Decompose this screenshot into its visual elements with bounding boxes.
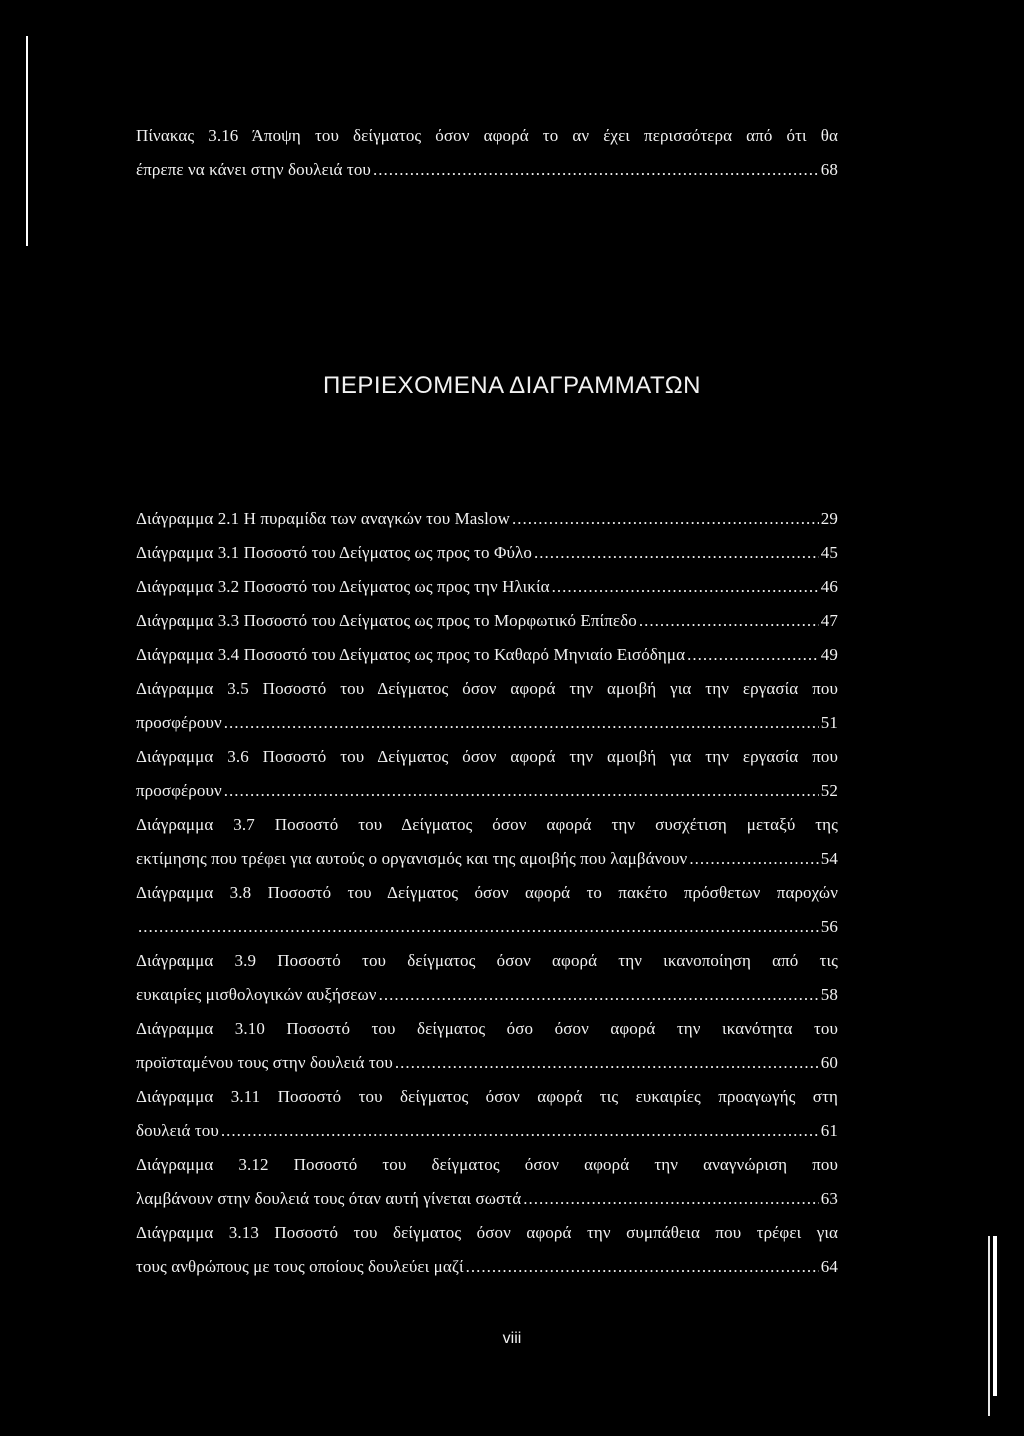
dot-leader (523, 1182, 819, 1216)
toc-entry-leader-row (136, 153, 838, 187)
toc-entry-table-3-16[interactable] (136, 119, 838, 187)
toc-entry-leader-row (136, 570, 838, 604)
toc-entry-line: Διάγραμμα 3.10 Ποσοστό του δείγματος όσο όσον αφορά την ικανότητα του (136, 1019, 838, 1038)
section-heading: ΠΕΡΙΕΧΟΜΕΝΑ ΔΙΑΓΡΑΜΜΑΤΩΝ (323, 372, 701, 399)
toc-entry-diagram[interactable] (136, 1080, 838, 1148)
toc-entry-diagram[interactable] (136, 570, 838, 604)
dot-leader (379, 978, 819, 1012)
dot-leader (512, 502, 819, 536)
toc-entry-page-number: 52 (820, 781, 838, 800)
toc-entry-text: έπρεπε να κάνει στην δουλειά του (136, 160, 371, 179)
toc-entry-diagram[interactable] (136, 1148, 838, 1216)
toc-entry-line: Πίνακας 3.16 Άποψη του δείγματος όσον αφορά το αν έχει περισσότερα από ότι θα (136, 126, 838, 145)
toc-entry-page-number: 60 (820, 1053, 838, 1072)
toc-entry-page-number: 56 (820, 917, 838, 936)
toc-entry-page-number: 49 (820, 645, 838, 664)
toc-entry-page-number: 45 (820, 543, 838, 562)
toc-entry-diagram[interactable] (136, 740, 838, 808)
dot-leader (639, 604, 819, 638)
toc-entry-line: Διάγραμμα 3.9 Ποσοστό του δείγματος όσον αφορά την ικανοποίηση από τις (136, 951, 838, 970)
scan-edge-line-left (26, 36, 28, 246)
toc-entry-leader-row (136, 842, 838, 876)
toc-entry-page-number: 51 (820, 713, 838, 732)
toc-entry-text: προσφέρουν (136, 781, 222, 800)
toc-entry-text: προϊσταμένου τους στην δουλειά του (136, 1053, 393, 1072)
dot-leader (466, 1250, 819, 1284)
toc-entry-line: Διάγραμμα 3.6 Ποσοστό του Δείγματος όσον αφορά την αμοιβή για την εργασία που (136, 747, 838, 766)
toc-entry-text: Διάγραμμα 3.2 Ποσοστό του Δείγματος ως προς την Ηλικία (136, 577, 550, 596)
dot-leader (224, 706, 819, 740)
toc-entry-line: Διάγραμμα 3.8 Ποσοστό του Δείγματος όσον αφορά το πακέτο πρόσθετων παροχών (136, 883, 838, 902)
toc-entry-line: Διάγραμμα 3.13 Ποσοστό του δείγματος όσον αφορά την συμπάθεια που τρέφει για (136, 1223, 838, 1242)
toc-entry-line: Διάγραμμα 3.11 Ποσοστό του δείγματος όσον αφορά τις ευκαιρίες προαγωγής στη (136, 1087, 838, 1106)
toc-entry-leader-row (136, 1114, 838, 1148)
toc-entry-diagram[interactable] (136, 876, 838, 944)
toc-entry-leader-row (136, 536, 838, 570)
toc-entry-page-number: 63 (820, 1189, 838, 1208)
toc-entry-page-number: 47 (820, 611, 838, 630)
toc-entry-text: εκτίμησης που τρέφει για αυτούς ο οργανισμός και της αμοιβής που λαμβάνουν (136, 849, 688, 868)
toc-entry-leader-row (136, 1182, 838, 1216)
dot-leader (221, 1114, 819, 1148)
toc-entry-leader-row (136, 978, 838, 1012)
toc-entry-text: Διάγραμμα 3.4 Ποσοστό του Δείγματος ως προς το Καθαρό Μηνιαίο Εισόδημα (136, 645, 686, 664)
toc-entry-page-number: 64 (820, 1257, 838, 1276)
toc-entry-line: Διάγραμμα 3.7 Ποσοστό του Δείγματος όσον αφορά την συσχέτιση μεταξύ της (136, 815, 838, 834)
toc-entry-leader-row (136, 774, 838, 808)
scan-edge-line-right-thick (993, 1236, 997, 1396)
toc-entry-diagram[interactable] (136, 808, 838, 876)
toc-entry-page-number: 54 (820, 849, 838, 868)
dot-leader (138, 910, 819, 944)
toc-entry-page-number: 29 (820, 509, 838, 528)
page-number: viii (502, 1330, 522, 1347)
toc-entry-leader-row (136, 1250, 838, 1284)
toc-entry-page-number: 58 (820, 985, 838, 1004)
dot-leader (395, 1046, 819, 1080)
toc-entry-line: Διάγραμμα 3.12 Ποσοστό του δείγματος όσον αφορά την αναγνώριση που (136, 1155, 838, 1174)
toc-entry-leader-row (136, 604, 838, 638)
toc-entry-text: τους ανθρώπους με τους οποίους δουλεύει μαζί (136, 1257, 464, 1276)
toc-entry-line: Διάγραμμα 3.5 Ποσοστό του Δείγματος όσον αφορά την αμοιβή για την εργασία που (136, 679, 838, 698)
dot-leader (687, 638, 819, 672)
toc-entry-leader-row (136, 502, 838, 536)
toc-entry-diagram[interactable] (136, 604, 838, 638)
dot-leader (224, 774, 819, 808)
tables-list-tail (136, 119, 838, 187)
toc-entry-page-number: 61 (820, 1121, 838, 1140)
toc-entry-text: Διάγραμμα 3.3 Ποσοστό του Δείγματος ως προς το Μορφωτικό Επίπεδο (136, 611, 637, 630)
toc-entry-page-number: 46 (820, 577, 838, 596)
toc-entry-diagram[interactable] (136, 1012, 838, 1080)
diagrams-list (136, 502, 838, 1284)
toc-entry-text: Διάγραμμα 3.1 Ποσοστό του Δείγματος ως προς το Φύλο (136, 543, 532, 562)
toc-entry-diagram[interactable] (136, 672, 838, 740)
dot-leader (373, 153, 819, 187)
toc-entry-text: προσφέρουν (136, 713, 222, 732)
dot-leader (552, 570, 819, 604)
toc-entry-leader-row (136, 706, 838, 740)
toc-entry-text: Διάγραμμα 2.1 Η πυραμίδα των αναγκών του Maslow (136, 509, 510, 528)
toc-entry-leader-row (136, 910, 838, 944)
toc-entry-diagram[interactable] (136, 1216, 838, 1284)
dot-leader (689, 842, 818, 876)
toc-entry-text: δουλειά του (136, 1121, 219, 1140)
toc-entry-page-number: 68 (820, 160, 838, 179)
dot-leader (534, 536, 819, 570)
scan-edge-line-right-thin (988, 1236, 990, 1416)
toc-entry-leader-row (136, 1046, 838, 1080)
toc-entry-text: λαμβάνουν στην δουλειά τους όταν αυτή γίνεται σωστά (136, 1189, 522, 1208)
toc-entry-diagram[interactable] (136, 944, 838, 1012)
toc-entry-text: ευκαιρίες μισθολογικών αυξήσεων (136, 985, 377, 1004)
toc-entry-diagram[interactable] (136, 536, 838, 570)
toc-entry-diagram[interactable] (136, 638, 838, 672)
toc-entry-leader-row (136, 638, 838, 672)
toc-entry-diagram[interactable] (136, 502, 838, 536)
